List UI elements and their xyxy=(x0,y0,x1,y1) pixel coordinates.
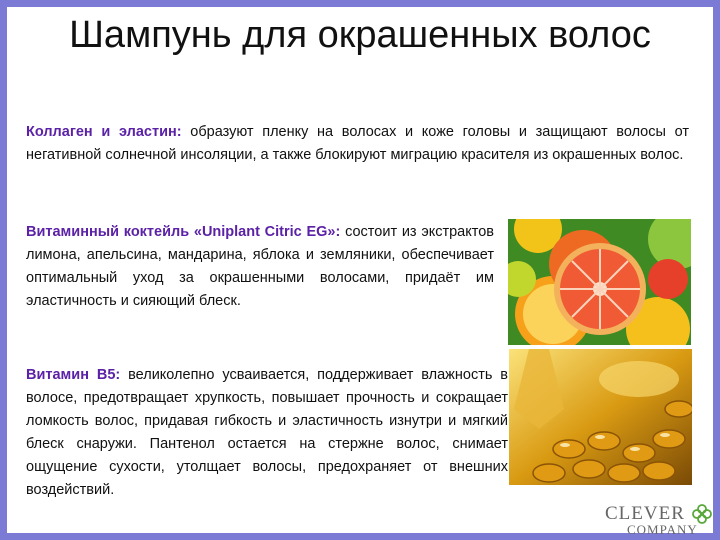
paragraph-text: образуют пленку на волосах и коже головы и защищают волосы от негативной солнечной инсоляции, а также блокируют миграцию красителя из окрашенных волос. xyxy=(26,124,689,163)
paragraph-lead: Витаминный коктейль «Uniplant Citric EG»: xyxy=(26,224,341,240)
vitamin-capsules-photo xyxy=(509,349,692,485)
clever-company-logo xyxy=(605,503,717,539)
paragraph-collagen xyxy=(26,121,689,167)
logo-line-2: COMPANY xyxy=(627,522,698,537)
paragraph-lead: Коллаген и эластин: xyxy=(26,124,182,140)
clover-icon xyxy=(691,503,713,525)
paragraph-vitamin-cocktail xyxy=(26,221,494,313)
slide-title: Шампунь для окрашенных волос xyxy=(69,14,651,56)
slide xyxy=(7,7,713,537)
paragraph-text: великолепно усваивается, поддерживает влажность в волосе, предотвращает хрупкость, повышает прочность и сокращает ломкость волос, придавая гибкость и эластичность изнутри и мягкий блеск снаружи. Пантенол остается на стержне волос, снимает ощущение сухости, утолщает волосы, предохраняет от внешних воздействий. xyxy=(26,367,508,498)
logo-line-1: CLEVER xyxy=(605,503,685,524)
citrus-fruit-photo xyxy=(508,219,691,345)
paragraph-vitamin-b5 xyxy=(26,364,508,502)
paragraph-text: состоит из экстрактов лимона, апельсина, мандарина, яблока и земляники, обеспечивает оптимальный уход за окрашенными волосами, придаёт им эластичность и сияющий блеск. xyxy=(26,224,494,309)
paragraph-lead: Витамин В5: xyxy=(26,367,121,383)
